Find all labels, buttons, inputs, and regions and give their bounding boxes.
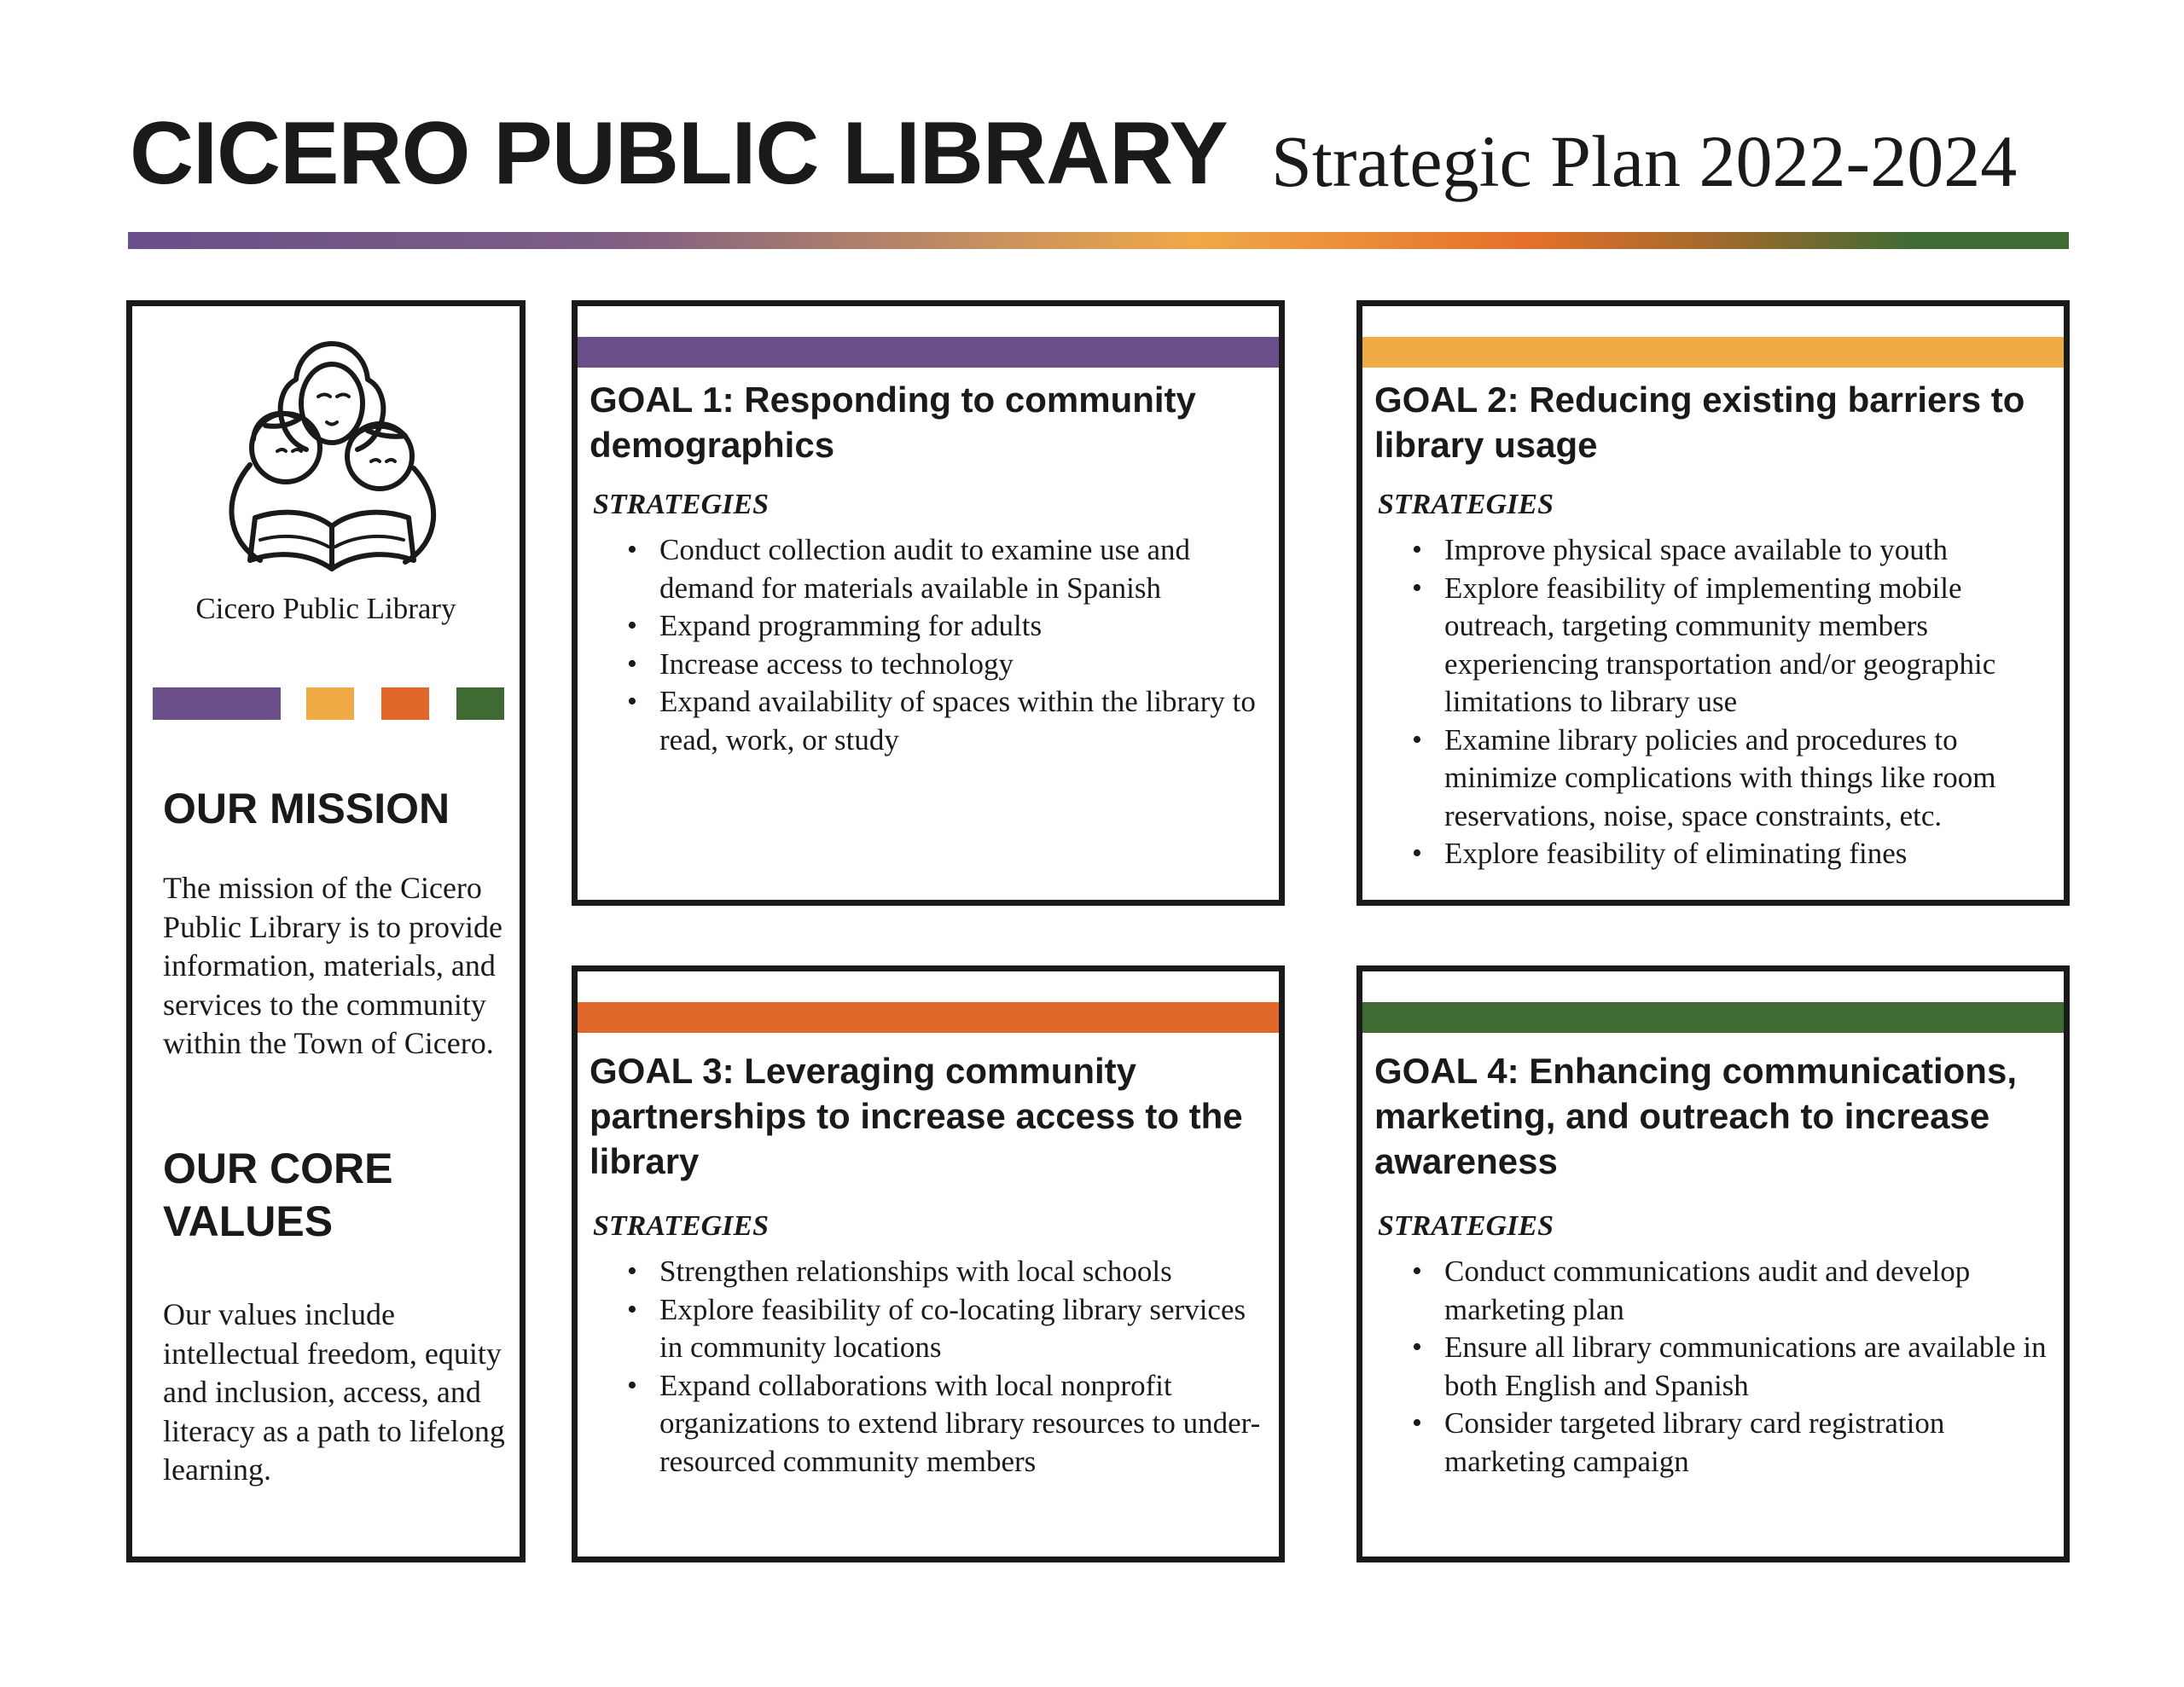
- list-item: • Conduct collection audit to examine use and demand for materials available in Spanish: [629, 531, 1263, 607]
- mission-heading: OUR MISSION: [163, 785, 450, 832]
- list-item: • Expand programming for adults: [629, 607, 1263, 646]
- goal-1-strategy-list: [629, 531, 1263, 759]
- library-logo-icon: [204, 337, 460, 593]
- goal-3-card: [572, 965, 1285, 1562]
- list-item: • Conduct communications audit and develop marketing plan: [1414, 1253, 2048, 1329]
- goal-2-color-bar: [1362, 337, 2064, 368]
- page-title: CICERO PUBLIC LIBRARY: [130, 104, 1228, 203]
- color-swatch-green: [456, 687, 504, 720]
- goal-3-title: GOAL 3: Leveraging community partnerships to increase access to the library: [590, 1051, 1243, 1181]
- color-swatch-orange: [381, 687, 429, 720]
- list-item: • Improve physical space available to youth: [1414, 531, 2048, 570]
- sidebar-panel: [126, 300, 526, 1562]
- color-swatch-purple: [153, 687, 281, 720]
- goal-4-strategy-list: [1414, 1253, 2048, 1481]
- goal-3-strategies-label: STRATEGIES: [593, 1210, 769, 1242]
- list-item: • Explore feasibility of implementing mobile outreach, targeting community members experiencing transportation and/or geographic limitations to library use: [1414, 570, 2048, 722]
- goal-1-title: GOAL 1: Responding to community demographics: [590, 380, 1196, 465]
- core-values-heading: OUR CORE VALUES: [163, 1145, 393, 1245]
- goal-1-card: [572, 300, 1285, 906]
- list-item: • Ensure all library communications are available in both English and Spanish: [1414, 1329, 2048, 1405]
- page-subtitle: Strategic Plan 2022-2024: [1271, 120, 2018, 202]
- list-item: • Consider targeted library card registration marketing campaign: [1414, 1405, 2048, 1481]
- goal-1-strategies-label: STRATEGIES: [593, 489, 769, 520]
- goal-4-strategies-label: STRATEGIES: [1378, 1210, 1554, 1242]
- gradient-divider: [128, 232, 2069, 249]
- list-item: • Explore feasibility of eliminating fines: [1414, 835, 2048, 873]
- goal-2-strategy-list: [1414, 531, 2048, 873]
- goal-1-color-bar: [578, 337, 1279, 368]
- list-item: • Explore feasibility of co-locating library services in community locations: [629, 1291, 1263, 1367]
- goal-2-card: [1356, 300, 2070, 906]
- goal-3-color-bar: [578, 1002, 1279, 1033]
- goal-4-color-bar: [1362, 1002, 2064, 1033]
- list-item: • Strengthen relationships with local schools: [629, 1253, 1263, 1291]
- list-item: • Examine library policies and procedures to minimize complications with things like room reservations, noise, space constraints, etc.: [1414, 722, 2048, 836]
- goal-2-strategies-label: STRATEGIES: [1378, 489, 1554, 520]
- goal-3-strategy-list: [629, 1253, 1263, 1481]
- goal-2-title: GOAL 2: Reducing existing barriers to library usage: [1374, 380, 2025, 465]
- goal-4-card: [1356, 965, 2070, 1562]
- core-values-text: Our values include intellectual freedom, equity and inclusion, access, and literacy as a path to lifelong learning.: [163, 1297, 505, 1487]
- color-swatch-gold: [306, 687, 354, 720]
- mission-text: The mission of the Cicero Public Library is to provide information, materials, and services to the community within the Town of Cicero.: [163, 871, 502, 1060]
- list-item: • Increase access to technology: [629, 646, 1263, 684]
- logo-caption: Cicero Public Library: [195, 592, 456, 625]
- list-item: • Expand availability of spaces within the library to read, work, or study: [629, 683, 1263, 759]
- goal-4-title: GOAL 4: Enhancing communications, marketing, and outreach to increase awareness: [1374, 1051, 2017, 1181]
- list-item: • Expand collaborations with local nonprofit organizations to extend library resources to under-resourced community members: [629, 1367, 1263, 1481]
